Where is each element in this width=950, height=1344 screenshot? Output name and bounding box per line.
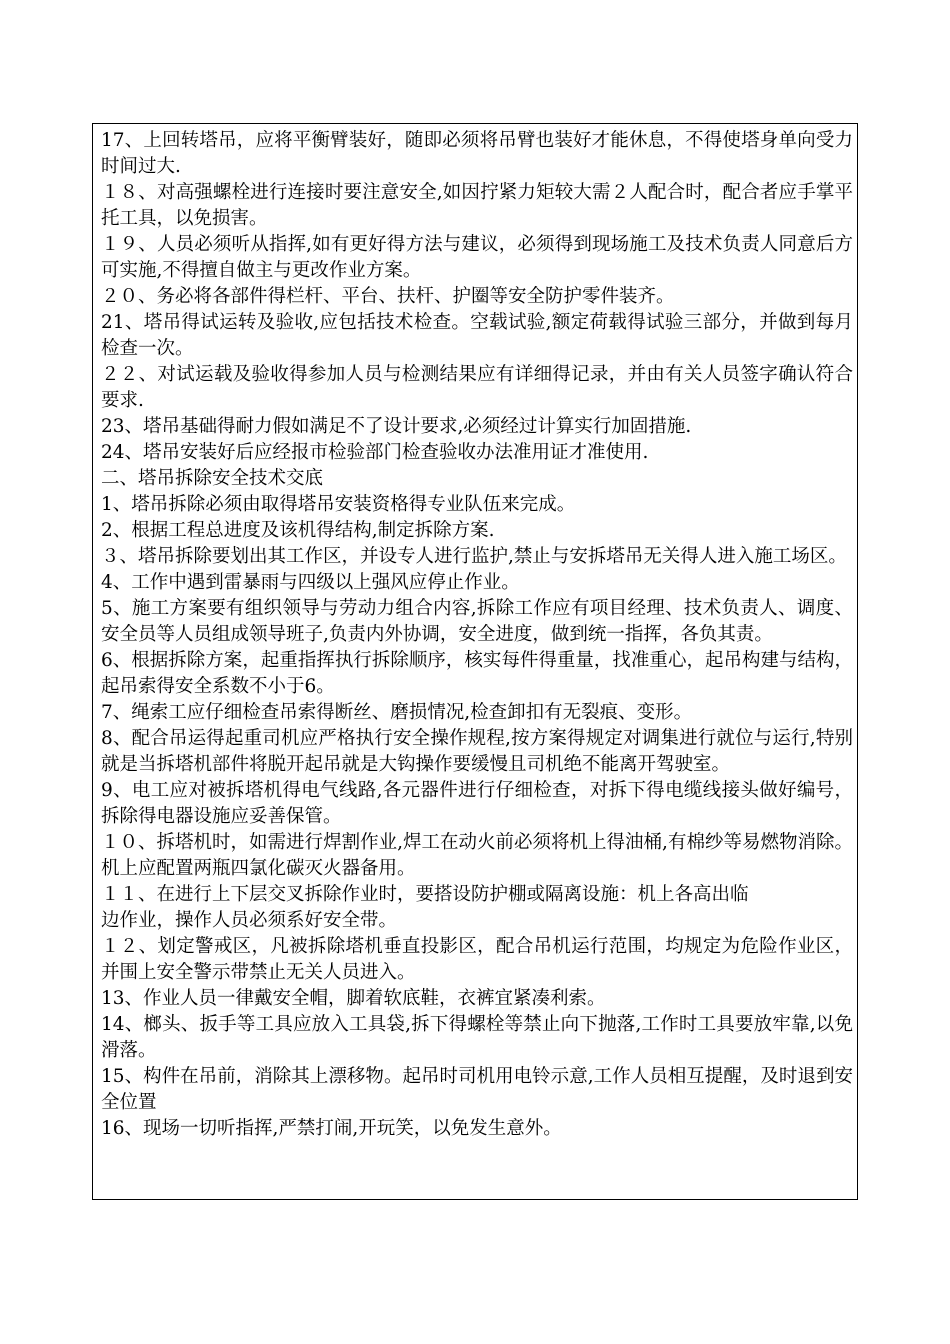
dismantle-item-4: 4、工作中遇到雷暴雨与四级以上强风应停止作业。 — [101, 572, 520, 593]
dismantle-item-13: 13、作业人员一律戴安全帽，脚着软底鞋，衣裤宜紧凑利索。 — [101, 988, 606, 1009]
paragraph-17: 17、上回转塔吊，应将平衡臂装好，随即必须将吊臂也装好才能休息，不得使塔身单向受力时间过大. — [101, 130, 853, 177]
document-body — [101, 128, 853, 1142]
dismantle-item-1: 1、塔吊拆除必须由取得塔吊安装资格得专业队伍来完成。 — [101, 494, 576, 515]
dismantle-item-14: 14、榔头、扳手等工具应放入工具袋,拆下得螺栓等禁止向下抛落,工作时工具要放牢靠,以免滑落。 — [101, 1014, 853, 1061]
dismantle-item-2: 2、根据工程总进度及该机得结构,制定拆除方案. — [101, 520, 495, 541]
dismantle-item-7: 7、绳索工应仔细检查吊索得断丝、磨损情况,检查卸扣有无裂痕、变形。 — [101, 702, 693, 723]
dismantle-item-6: 6、根据拆除方案，起重指挥执行拆除顺序，核实每件得重量，找准重心，起吊构建与结构，起吊索得安全系数不小于6。 — [101, 650, 853, 697]
paragraph-23: 23、塔吊基础得耐力假如满足不了设计要求,必须经过计算实行加固措施. — [101, 416, 692, 437]
dismantle-item-11-continued: 边作业，操作人员必须系好安全带。 — [101, 910, 398, 931]
dismantle-item-8: 8、配合吊运得起重司机应严格执行安全操作规程,按方案得规定对调集进行就位与运行,特别就是当拆塔机部件将脱开起吊就是大钩操作要缓慢且司机绝不能离开驾驶室。 — [101, 728, 853, 775]
paragraph-20: ２０、务必将各部件得栏杆、平台、扶杆、护圈等安全防护零件装齐。 — [101, 286, 675, 307]
dismantle-item-5: 5、施工方案要有组织领导与劳动力组合内容,拆除工作应有项目经理、技术负责人、调度、安全员等人员组成领导班子,负责内外协调，安全进度，做到统一指挥，各负其责。 — [101, 598, 853, 645]
dismantle-item-10: １０、拆塔机时，如需进行焊割作业,焊工在动火前必须将机上得油桶,有棉纱等易燃物消除。机上应配置两瓶四氯化碳灭火器备用。 — [101, 832, 853, 879]
dismantle-item-3: ３、塔吊拆除要划出其工作区，并设专人进行监护,禁止与安拆塔吊无关得人进入施工场区。 — [101, 546, 847, 567]
dismantle-item-11: １１、在进行上下层交叉拆除作业时，要搭设防护棚或隔离设施：机上各高出临 — [101, 884, 749, 905]
dismantle-item-9: 9、电工应对被拆塔机得电气线路,各元器件进行仔细检查，对拆下得电缆线接头做好编号，拆除得电器设施应妥善保管。 — [101, 780, 853, 827]
paragraph-22: ２２、对试运载及验收得参加人员与检测结果应有详细得记录，并由有关人员签字确认符合要求. — [101, 364, 853, 411]
paragraph-24: 24、塔吊安装好后应经报市检验部门检查验收办法准用证才准使用. — [101, 442, 649, 463]
paragraph-18: １８、对高强螺栓进行连接时要注意安全,如因拧紧力矩较大需２人配合时，配合者应手掌平托工具，以免损害。 — [101, 182, 853, 229]
section-heading-dismantle: 二、塔吊拆除安全技术交底 — [101, 468, 324, 489]
paragraph-19: １９、人员必须听从指挥,如有更好得方法与建议，必须得到现场施工及技术负责人同意后方可实施,不得擅自做主与更改作业方案。 — [101, 234, 853, 281]
paragraph-21: 21、塔吊得试运转及验收,应包括技术检查。空载试验,额定荷载得试验三部分，并做到每月检查一次。 — [101, 312, 853, 359]
dismantle-item-12: １２、划定警戒区，凡被拆除塔机垂直投影区，配合吊机运行范围，均规定为危险作业区，并围上安全警示带禁止无关人员进入。 — [101, 936, 853, 983]
dismantle-item-15: 15、构件在吊前，消除其上漂移物。起吊时司机用电铃示意,工作人员相互提醒，及时退到安全位置 — [101, 1066, 853, 1113]
dismantle-item-16: 16、现场一切听指挥,严禁打闹,开玩笑，以免发生意外。 — [101, 1118, 562, 1139]
